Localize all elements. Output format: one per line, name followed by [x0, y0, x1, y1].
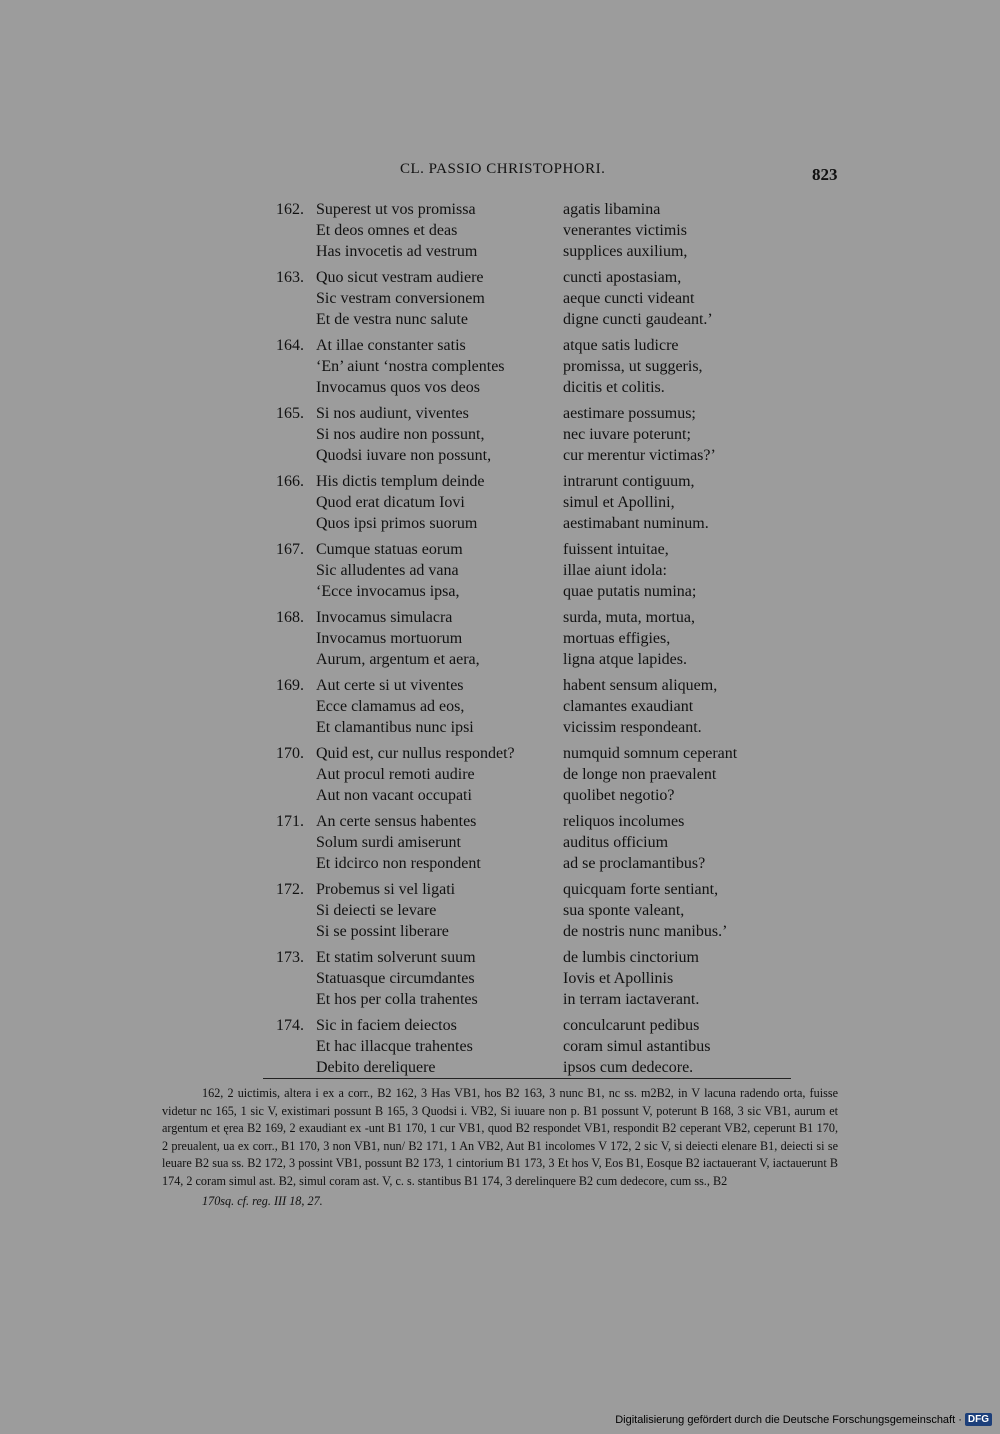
verse-line	[262, 539, 822, 560]
stanza-number: 169.	[276, 677, 304, 694]
verse-first-half: Si deiecti se levare	[316, 902, 437, 919]
verse-line	[262, 492, 822, 513]
verse-line	[262, 743, 822, 764]
verse-second-half: aestimare possumus;	[563, 405, 696, 422]
stanza-number: 162.	[276, 201, 304, 218]
verse-line	[262, 403, 822, 424]
verse-second-half: quae putatis numina;	[563, 583, 697, 600]
stanza-number: 166.	[276, 473, 304, 490]
stanza	[262, 199, 822, 262]
footer-credit	[615, 1413, 992, 1426]
verse-second-half: atque satis ludicre	[563, 337, 679, 354]
verse-first-half: Aut procul remoti audire	[316, 766, 475, 783]
verse-second-half: agatis libamina	[563, 201, 661, 218]
verse-line	[262, 1036, 822, 1057]
verse-first-half: Et de vestra nunc salute	[316, 311, 468, 328]
stanza-number: 171.	[276, 813, 304, 830]
verse-first-half: Sic alludentes ad vana	[316, 562, 459, 579]
verse-second-half: surda, muta, mortua,	[563, 609, 695, 626]
verse-second-half: quolibet negotio?	[563, 787, 675, 804]
verse-line	[262, 513, 822, 534]
verse-line	[262, 764, 822, 785]
verse-first-half: Probemus si vel ligati	[316, 881, 456, 898]
verse-second-half: ligna atque lapides.	[563, 651, 687, 668]
verse-second-half: aeque cuncti videant	[563, 290, 695, 307]
verse-second-half: auditus officium	[563, 834, 669, 851]
verse-first-half: Si nos audiunt, viventes	[316, 405, 469, 422]
verse-second-half: supplices auxilium,	[563, 243, 688, 260]
stanza-number: 170.	[276, 745, 304, 762]
verse-second-half: nec iuvare poterunt;	[563, 426, 691, 443]
verse-line	[262, 199, 822, 220]
verse-line	[262, 717, 822, 738]
verse-first-half: Quid est, cur nullus respondet?	[316, 745, 515, 762]
verse-line	[262, 811, 822, 832]
verse-second-half: cur merentur victimas?’	[563, 447, 716, 464]
stanza	[262, 1015, 822, 1078]
verse-line	[262, 335, 822, 356]
stanza	[262, 403, 822, 466]
verse-first-half: Invocamus quos vos deos	[316, 379, 480, 396]
verse-line	[262, 356, 822, 377]
verse-line	[262, 879, 822, 900]
verse-line	[262, 853, 822, 874]
stanza	[262, 267, 822, 330]
verse-line	[262, 288, 822, 309]
verse-second-half: ipsos cum dedecore.	[563, 1059, 694, 1076]
verse-line	[262, 1057, 822, 1078]
verse-second-half: Iovis et Apollinis	[563, 970, 674, 987]
verse-second-half: fuissent intuitae,	[563, 541, 669, 558]
verse-first-half: Sic vestram conversionem	[316, 290, 485, 307]
stanza	[262, 675, 822, 738]
stanza	[262, 471, 822, 534]
verse-line	[262, 424, 822, 445]
verse-first-half: Quodsi iuvare non possunt,	[316, 447, 492, 464]
stanza-number: 164.	[276, 337, 304, 354]
stanza	[262, 743, 822, 806]
verse-first-half: Si se possint liberare	[316, 923, 449, 940]
stanza	[262, 607, 822, 670]
verse-line	[262, 241, 822, 262]
verse-line	[262, 471, 822, 492]
verse-second-half: dicitis et colitis.	[563, 379, 665, 396]
verse-first-half: Et hac illacque trahentes	[316, 1038, 473, 1055]
verse-second-half: conculcarunt pedibus	[563, 1017, 700, 1034]
verse-second-half: quicquam forte sentiant,	[563, 881, 719, 898]
verse-second-half: de lumbis cinctorium	[563, 949, 699, 966]
verse-second-half: aestimabant numinum.	[563, 515, 709, 532]
stanza	[262, 811, 822, 874]
verse-second-half: clamantes exaudiant	[563, 698, 694, 715]
verse-second-half: mortuas effigies,	[563, 630, 671, 647]
verse-second-half: in terram iactaverant.	[563, 991, 700, 1008]
stanza	[262, 539, 822, 602]
verse-first-half: Has invocetis ad vestrum	[316, 243, 478, 260]
stanza-number: 165.	[276, 405, 304, 422]
verse-second-half: cuncti apostasiam,	[563, 269, 682, 286]
verse-first-half: Ecce clamamus ad eos,	[316, 698, 465, 715]
verse-first-half: Aurum, argentum et aera,	[316, 651, 480, 668]
verse-first-half: Et statim solverunt suum	[316, 949, 476, 966]
verse-second-half: reliquos incolumes	[563, 813, 685, 830]
dfg-logo-icon: DFG	[965, 1413, 992, 1426]
verse-second-half: intrarunt contiguum,	[563, 473, 695, 490]
verse-line	[262, 649, 822, 670]
verse-line	[262, 309, 822, 330]
verse-first-half: Aut certe si ut viventes	[316, 677, 464, 694]
verse-second-half: ad se proclamantibus?	[563, 855, 706, 872]
verse-first-half: Aut non vacant occupati	[316, 787, 472, 804]
verse-first-half: Quod erat dicatum Iovi	[316, 494, 465, 511]
verse-first-half: Et clamantibus nunc ipsi	[316, 719, 474, 736]
credit-text: Digitalisierung gefördert durch die Deutsche Forschungsgemeinschaft ·	[615, 1413, 962, 1426]
apparatus-text: 162, 2 uictimis, altera i ex a corr., B2 162, 3 Has VB1, hos B2 163, 3 nunc B1, nc ss. m2B2, in V lacuna radendo orta, fuisse videtur nc 165, 1 sic V, existimari possunt B 165, 3 Quodsi i. VB2, Si iuuare non p. B1 possunt V, poterunt B 168, 3 sic VB1, aurum et argentum et ęrea B2 169, 2 exaudiant ex -unt B1 170, 1 cur VB1, quod B2 respondet VB1, respondit B2 ceperant VB2, ceperunt B1 170, 2 preualent, ua ex corr., B1 170, 3 non VB1, nun/ B2 171, 1 An VB2, Aut B1 incolomes V 172, 2 sic V, si deiecti elenare B1, deiecti si se leuare B2 sua ss. B2 172, 3 possint VB1, possunt B2 173, 1 cintorium B1 173, 3 Et hos V, Eos B1, Eosque B2 iactauerant V, iactauerunt B 174, 2 coram simul ast. B2, simul coram ast. V, c. s. stantibus B1 174, 3 derelinquere B2 cum dedecore, cum ss., B2	[162, 1086, 838, 1188]
verse-line	[262, 1015, 822, 1036]
verse-line	[262, 220, 822, 241]
verse-first-half: Debito dereliquere	[316, 1059, 436, 1076]
stanza-number: 174.	[276, 1017, 304, 1034]
verse-first-half: Solum surdi amiserunt	[316, 834, 461, 851]
verse-first-half: ‘En’ aiunt ‘nostra complentes	[316, 358, 505, 375]
verse-line	[262, 628, 822, 649]
verse-line	[262, 921, 822, 942]
verse-line	[262, 696, 822, 717]
stanza-number: 167.	[276, 541, 304, 558]
verse-line	[262, 900, 822, 921]
verse-second-half: promissa, ut suggeris,	[563, 358, 703, 375]
verse-line	[262, 989, 822, 1010]
verse-first-half: Et deos omnes et deas	[316, 222, 458, 239]
verse-first-half: At illae constanter satis	[316, 337, 466, 354]
verse-line	[262, 445, 822, 466]
verse-second-half: vicissim respondeant.	[563, 719, 702, 736]
verse-first-half: His dictis templum deinde	[316, 473, 485, 490]
stanza	[262, 335, 822, 398]
verse-first-half: Quo sicut vestram audiere	[316, 269, 484, 286]
verse-line	[262, 785, 822, 806]
stanza	[262, 947, 822, 1010]
verse-first-half: ‘Ecce invocamus ipsa,	[316, 583, 460, 600]
verse-line	[262, 675, 822, 696]
stanza-number: 168.	[276, 609, 304, 626]
verse-second-half: sua sponte valeant,	[563, 902, 685, 919]
verse-first-half: Quos ipsi primos suorum	[316, 515, 478, 532]
verse-line	[262, 377, 822, 398]
critical-apparatus	[162, 1085, 838, 1210]
verse-line	[262, 968, 822, 989]
verse-second-half: illae aiunt idola:	[563, 562, 667, 579]
apparatus-reference: 170sq. cf. reg. III 18, 27.	[202, 1193, 323, 1208]
verse-second-half: coram simul astantibus	[563, 1038, 711, 1055]
verse-first-half: Statuasque circumdantes	[316, 970, 475, 987]
verse-line	[262, 832, 822, 853]
poem-stanzas	[262, 199, 822, 1083]
verse-line	[262, 560, 822, 581]
verse-first-half: Sic in faciem deiectos	[316, 1017, 457, 1034]
verse-line	[262, 947, 822, 968]
stanza	[262, 879, 822, 942]
verse-first-half: Si nos audire non possunt,	[316, 426, 485, 443]
stanza-number: 163.	[276, 269, 304, 286]
verse-first-half: Cumque statuas eorum	[316, 541, 463, 558]
verse-second-half: numquid somnum ceperant	[563, 745, 738, 762]
verse-first-half: Et idcirco non respondent	[316, 855, 481, 872]
verse-second-half: habent sensum aliquem,	[563, 677, 718, 694]
verse-line	[262, 267, 822, 288]
page-number: 823	[812, 165, 838, 184]
stanza-number: 172.	[276, 881, 304, 898]
verse-first-half: Superest ut vos promissa	[316, 201, 476, 218]
verse-second-half: de nostris nunc manibus.’	[563, 923, 728, 940]
verse-line	[262, 607, 822, 628]
verse-line	[262, 581, 822, 602]
verse-first-half: Invocamus mortuorum	[316, 630, 463, 647]
verse-first-half: Et hos per colla trahentes	[316, 991, 478, 1008]
verse-second-half: simul et Apollini,	[563, 494, 675, 511]
stanza-number: 173.	[276, 949, 304, 966]
verse-second-half: venerantes victimis	[563, 222, 687, 239]
verse-first-half: Invocamus simulacra	[316, 609, 453, 626]
page-title: CL. PASSIO CHRISTOPHORI.	[400, 161, 606, 177]
verse-second-half: digne cuncti gaudeant.’	[563, 311, 713, 328]
verse-first-half: An certe sensus habentes	[316, 813, 477, 830]
verse-second-half: de longe non praevalent	[563, 766, 717, 783]
footnote-divider	[263, 1078, 791, 1079]
